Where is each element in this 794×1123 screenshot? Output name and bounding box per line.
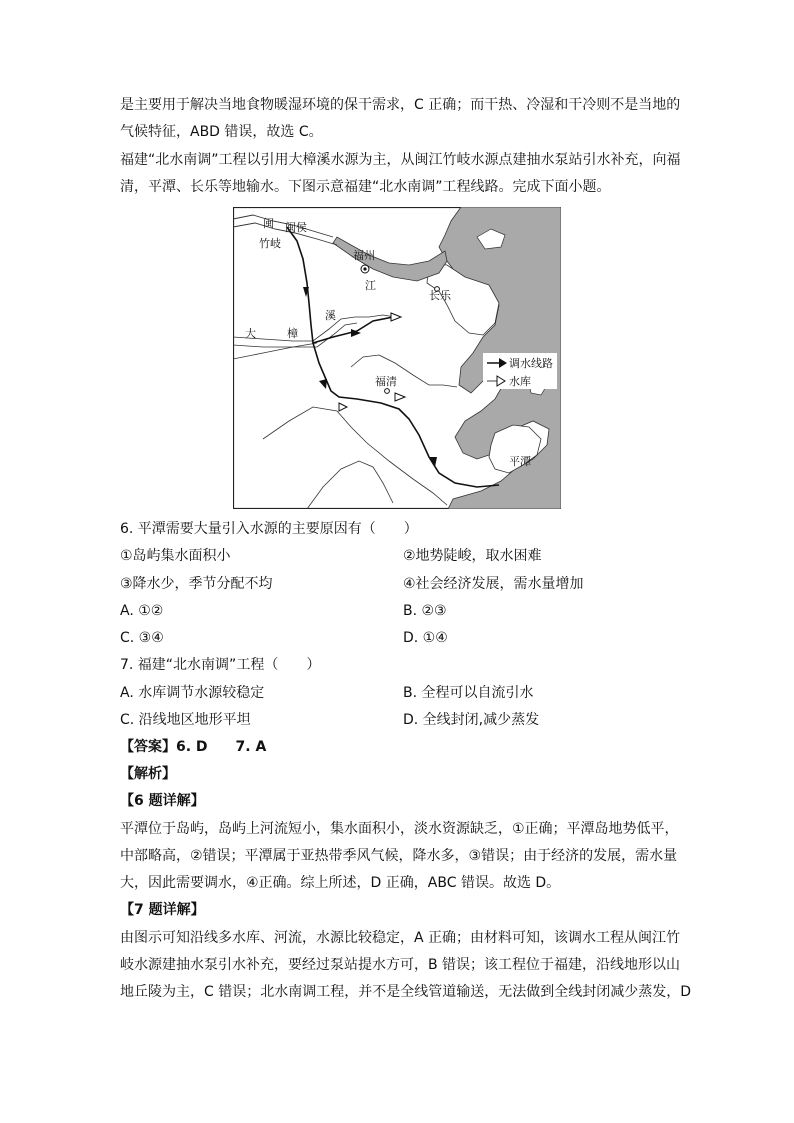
legend-route-label: 调水线路 (509, 357, 553, 370)
legend-reservoir-label: 水库 (509, 375, 531, 388)
q7-option-a[interactable]: A. 水库调节水源较稳定 (120, 685, 265, 701)
map-label-jiang: 江 (365, 279, 376, 292)
map-label-da: 大 (245, 327, 256, 340)
q6-stem: 6. 平潭需要大量引入水源的主要原因有（ ） (120, 521, 418, 537)
q6-statement-1: ①岛屿集水面积小 (120, 548, 231, 564)
map-label-fuqing: 福清 (375, 375, 397, 388)
q6-detail-line-1: 平潭位于岛屿，岛屿上河流短小，集水面积小，淡水资源缺乏，①正确；平潭岛地势低平， (120, 821, 679, 837)
q6-detail-line-2: 中部略高，②错误；平潭属于亚热带季风气候，降水多，③错误；由于经济的发展，需水量 (120, 848, 678, 864)
fuzhou-marker (361, 265, 369, 273)
map-label-minhou: 闽侯 (285, 221, 307, 234)
fuqing-marker (385, 389, 390, 394)
q7-option-c[interactable]: C. 沿线地区地形平坦 (120, 712, 251, 728)
water-diversion-map (233, 207, 561, 509)
q6-option-d[interactable]: D. ①④ (403, 630, 448, 646)
map-label-pingtan: 平潭 (509, 455, 531, 468)
map-label-fuzhou: 福州 (353, 249, 375, 262)
map-label-changle: 长乐 (429, 289, 451, 302)
analysis-title: 【解析】 (120, 766, 176, 782)
q6-option-b[interactable]: B. ②③ (403, 603, 447, 619)
q6-statement-4: ④社会经济发展，需水量增加 (403, 576, 584, 592)
map-label-min: 闽 (263, 217, 274, 230)
q6-option-a[interactable]: A. ①② (120, 603, 164, 619)
intro-line-4: 清，平潭、长乐等地输水。下图示意福建“北水南调”工程线路。完成下面小题。 (120, 179, 611, 195)
intro-line-2: 气候特征，ABD 错误，故选 C。 (120, 124, 323, 140)
q6-detail-title: 【6 题详解】 (120, 793, 205, 809)
q7-stem: 7. 福建“北水南调”工程（ ） (120, 657, 321, 673)
q6-option-c[interactable]: C. ③④ (120, 630, 164, 646)
intro-line-1: 是主要用于解决当地食物暖湿环境的保干需求，C 正确；而干热、冷湿和干冷则不是当地的 (120, 97, 681, 113)
q6-statement-3: ③降水少，季节分配不均 (120, 576, 273, 592)
map-legend (483, 353, 557, 389)
map-label-xi: 溪 (325, 309, 336, 322)
answer-line: 【答案】6. D 7. A (120, 739, 267, 755)
q7-option-d[interactable]: D. 全线封闭,减少蒸发 (403, 712, 540, 728)
q6-detail-line-3: 大，因此需要调水，④正确。综上所述，D 正确，ABC 错误。故选 D。 (120, 875, 561, 891)
intro-line-3: 福建“北水南调”工程以引用大樟溪水源为主，从闽江竹岐水源点建抽水泵站引水补充，向福 (120, 152, 681, 168)
map-label-zhuqi: 竹岐 (259, 237, 281, 250)
q7-option-b[interactable]: B. 全程可以自流引水 (403, 685, 534, 701)
q7-detail-line-3: 地丘陵为主，C 错误；北水南调工程，并不是全线管道输送，无法做到全线封闭减少蒸发，D (120, 984, 692, 1000)
map-label-zhang: 樟 (287, 327, 298, 340)
q6-statement-2: ②地势陡峻，取水困难 (403, 548, 542, 564)
q7-detail-title: 【7 题详解】 (120, 902, 205, 918)
q7-detail-line-2: 岐水源建抽水泵引水补充，要经过泵站提水方可，B 错误；该工程位于福建，沿线地形以山 (120, 957, 681, 973)
q7-detail-line-1: 由图示可知沿线多水库、河流，水源比较稳定，A 正确；由材料可知，该调水工程从闽江竹 (120, 930, 681, 946)
